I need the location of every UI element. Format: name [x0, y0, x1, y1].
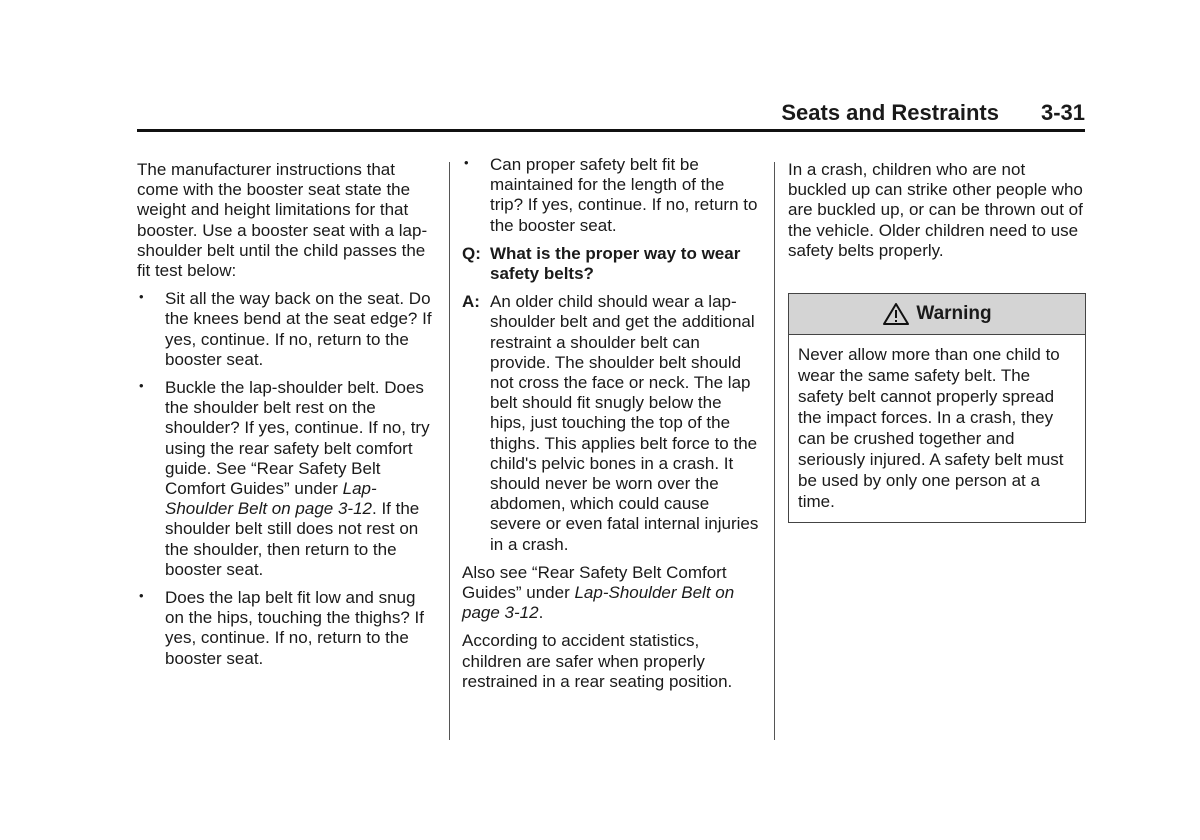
warning-box [788, 293, 1086, 523]
see-also-text: Also see “Rear Safety Belt Comfort Guides” under [462, 562, 727, 603]
warning-text: Never allow more than one child to wear the same safety belt. The safety belt cannot properly spread the impact forces. In a crash, they can be crushed together and seriously injured. A safety belt must be used by only one person at a time. [798, 345, 1064, 511]
list-item [137, 588, 437, 669]
list-item [137, 289, 437, 370]
list-item-text: Does the lap belt fit low and snug on the hips, touching the thighs? If yes, continue. If no, return to the booster seat. [165, 588, 424, 668]
column-1 [137, 160, 437, 677]
fit-test-list-continued [462, 155, 762, 236]
fit-test-list [137, 289, 437, 669]
intro-paragraph: The manufacturer instructions that come with the booster seat state the weight and height limitations for that booster. Use a booster seat with a lap-shoulder belt until the child passes the fit test below: [137, 160, 428, 281]
column-2 [462, 155, 762, 700]
question [462, 244, 762, 284]
list-item [137, 378, 437, 580]
page-number: 3-31 [1040, 100, 1085, 125]
question-label: Q: [462, 243, 481, 263]
question-text: What is the proper way to wear safety belts? [490, 243, 741, 284]
bullet-icon: • [139, 588, 144, 604]
statistics-paragraph: According to accident statistics, children are safer when properly restrained in a rear seating position. [462, 631, 733, 691]
crash-paragraph: In a crash, children who are not buckled up can strike other people who are buckled up, or can be thrown out of the vehicle. Older children need to use safety belts properly. [788, 160, 1083, 260]
list-item-text: Can proper safety belt fit be maintained for the length of the trip? If yes, continue. If no, return to the booster seat. [490, 155, 758, 235]
cross-reference-link[interactable]: Lap-Shoulder Belt on page 3-12 [462, 583, 735, 623]
bullet-icon: • [139, 378, 144, 394]
column-3 [788, 160, 1088, 269]
list-item [462, 155, 762, 236]
see-also-paragraph [462, 563, 762, 624]
list-item-text: . If the shoulder belt still does not rest on the shoulder, then return to the booster seat. [165, 499, 420, 579]
answer [462, 292, 762, 555]
answer-text: An older child should wear a lap-shoulder belt and get the additional restraint a shoulder belt can provide. The shoulder belt should not cross the face or neck. The lap belt should fit snugly below the hips, just touching the top of the thighs. This applies belt force to the child's pelvic bones in a crash. It should never be worn over the abdomen, which could cause severe or even fatal internal injuries in a crash. [490, 292, 759, 554]
list-item-text: Buckle the lap-shoulder belt. Does the shoulder belt rest on the shoulder? If yes, continue. If no, try using the rear safety belt comfort guide. See “Rear Safety Belt Comfort Guides” under [165, 378, 430, 499]
see-also-text: . [538, 603, 544, 623]
warning-header [789, 294, 1085, 335]
column-divider-1 [449, 162, 450, 740]
bullet-icon: • [139, 289, 144, 305]
warning-title: Warning [916, 303, 992, 324]
section-title: Seats and Restraints [781, 100, 999, 125]
warning-triangle-icon [882, 302, 910, 326]
list-item-text: Sit all the way back on the seat. Do the knees bend at the seat edge? If yes, continue. If no, return to the booster seat. [165, 289, 432, 369]
page-header [137, 100, 1085, 132]
cross-reference-link[interactable]: Lap-Shoulder Belt on page 3-12 [165, 479, 377, 519]
answer-label: A: [462, 292, 480, 312]
bullet-icon: • [464, 155, 469, 170]
column-divider-2 [774, 162, 775, 740]
